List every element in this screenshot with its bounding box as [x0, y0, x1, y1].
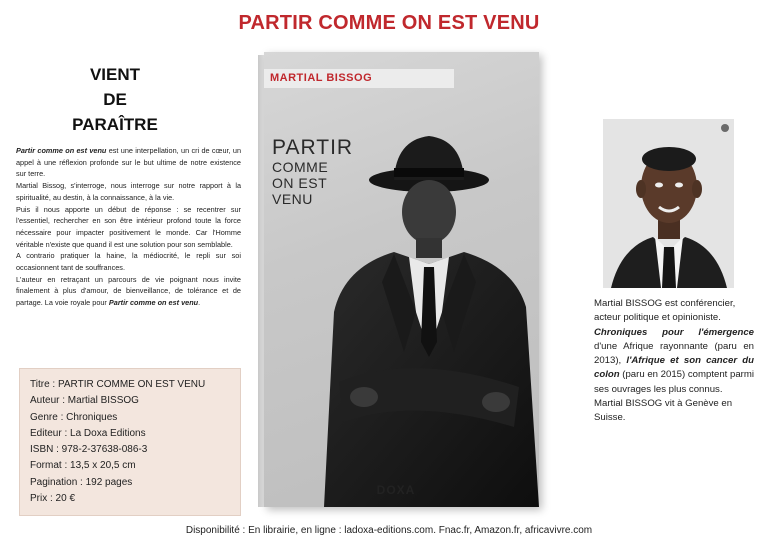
synopsis-book-title: Partir comme on est venu	[108, 298, 199, 308]
bio-paragraph	[594, 326, 754, 397]
author-portrait-image	[603, 119, 734, 288]
synopsis-paragraph: A contrario pratiquer la haine, la médiocrité, le repli sur soi occasionnent tant de souffrances.	[16, 251, 241, 273]
synopsis-paragraph	[16, 145, 241, 180]
synopsis-text: est une interpellation, un cri de cœur, un appel à une réflexion profonde sur le but ultime de notre existence sur terre.	[16, 146, 241, 179]
synopsis-text: .	[198, 298, 201, 308]
book-details-box	[19, 368, 241, 516]
cover-title	[272, 136, 353, 207]
detail-pages: Pagination : 192 pages	[30, 476, 133, 488]
bio-paragraph: Martial BISSOG est conférencier, acteur politique et opinioniste.	[594, 298, 736, 324]
author-bio	[594, 297, 754, 426]
cover-title-line: VENU	[272, 191, 313, 207]
announcement-heading	[40, 62, 190, 137]
detail-author: Auteur : Martial BISSOG	[30, 395, 139, 407]
book-cover	[264, 52, 539, 507]
detail-genre: Genre : Chroniques	[30, 411, 118, 423]
cover-title-line: ON EST	[272, 175, 328, 191]
cover-author: MARTIAL BISSOG	[264, 69, 454, 88]
bio-book-title: l'Afrique et son cancer du colon	[594, 355, 754, 381]
bio-book-title: Chroniques pour l'émergence	[594, 326, 754, 338]
cover-title-line: COMME	[272, 159, 329, 175]
availability-footer: Disponibilité : En librairie, en ligne : ladoxa-editions.com. Fnac.fr, Amazon.fr, africavivre.com	[185, 525, 593, 536]
bio-text: (paru en 2015) comptent parmi ses ouvrages les plus connus.	[594, 369, 754, 395]
synopsis-paragraph: Martial Bissog, s'interroge, nous interroge sur notre rapport à la spiritualité, au destin, à la connaissance, à la vie.	[16, 181, 241, 202]
cover-title-line: PARTIR	[272, 136, 354, 159]
announcement-line: DE	[103, 90, 127, 109]
book-synopsis	[16, 145, 241, 309]
detail-isbn: ISBN : 978-2-37638-086-3	[30, 444, 148, 456]
detail-title: Titre : PARTIR COMME ON EST VENU	[30, 379, 206, 390]
announcement-line: PARAÎTRE	[72, 115, 158, 134]
detail-price: Prix : 20 €	[30, 493, 76, 505]
synopsis-book-title: Partir comme on est venu	[16, 146, 107, 155]
author-portrait	[603, 119, 734, 288]
bio-paragraph: Martial BISSOG vit à Genève en Suisse.	[594, 398, 733, 424]
cover-publisher-logo: DOXA	[376, 483, 416, 497]
synopsis-text: L'auteur en retraçant un parcours de vie poignant nous invite finalement à plus d'amour, de bienveillance, de tolérance et de partage. La voie royale pour	[16, 274, 241, 308]
announcement-line: VIENT	[89, 65, 141, 84]
bio-text: d'une Afrique rayonnante (paru en 2013),	[594, 340, 754, 367]
detail-format: Format : 13,5 x 20,5 cm	[30, 460, 136, 472]
page-title: PARTIR COMME ON EST VENU	[238, 12, 540, 34]
detail-publisher: Editeur : La Doxa Editions	[30, 427, 146, 439]
author-photo-on-cover	[264, 52, 539, 507]
synopsis-paragraph	[16, 274, 241, 309]
synopsis-paragraph: Puis il nous apporte un début de réponse : se recentrer sur l'essentiel, rechercher en son être intérieur profond toute la force nécessaire pour impacter positivement le monde. Car l'Homme véritable n'existe que quand il est une solution pour son semblable.	[16, 204, 241, 249]
